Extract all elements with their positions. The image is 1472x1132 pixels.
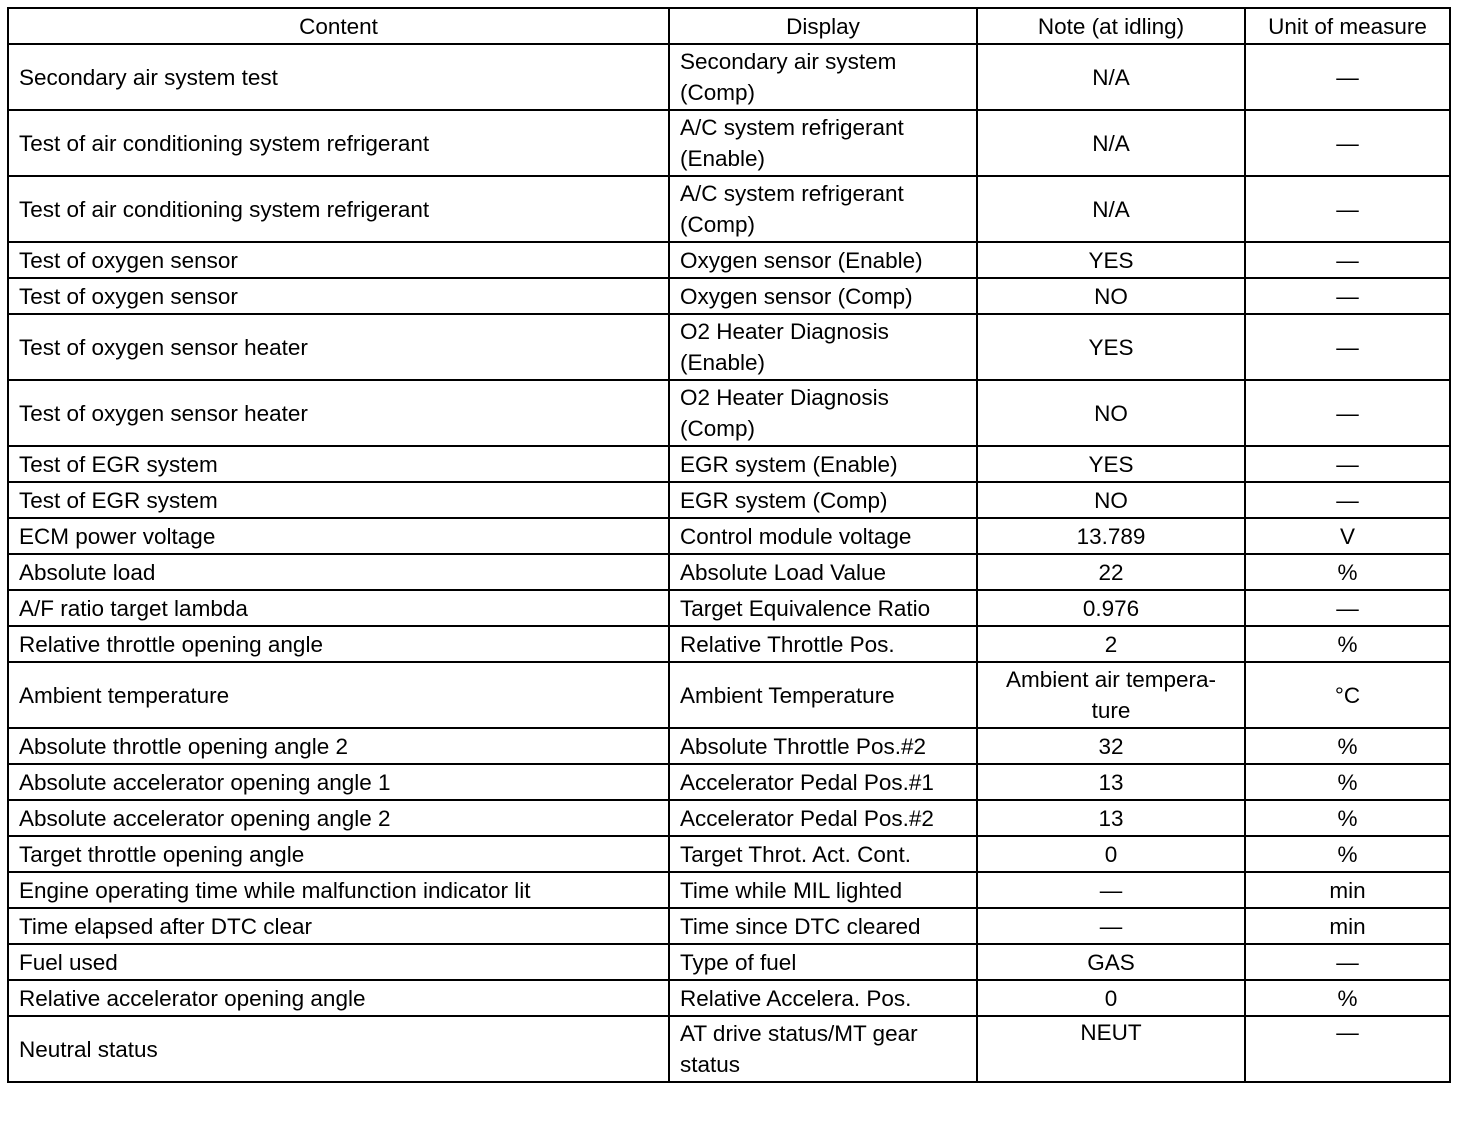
- table-row: [8, 908, 1450, 944]
- cell-unit: %: [1245, 728, 1450, 764]
- cell-content: Test of air conditioning system refrigerant: [8, 176, 669, 242]
- cell-note: 0: [977, 980, 1245, 1016]
- cell-content: Test of oxygen sensor: [8, 242, 669, 278]
- cell-display: Control module voltage: [669, 518, 977, 554]
- cell-display: Time while MIL lighted: [669, 872, 977, 908]
- cell-note: 32: [977, 728, 1245, 764]
- table-row: [8, 764, 1450, 800]
- cell-display: Relative Throttle Pos.: [669, 626, 977, 662]
- table-row: [8, 590, 1450, 626]
- table-row: [8, 44, 1450, 110]
- cell-note: GAS: [977, 944, 1245, 980]
- cell-content: Test of EGR system: [8, 446, 669, 482]
- cell-content: Ambient temperature: [8, 662, 669, 728]
- cell-unit: %: [1245, 554, 1450, 590]
- cell-note: N/A: [977, 44, 1245, 110]
- cell-note: N/A: [977, 176, 1245, 242]
- header-note: Note (at idling): [977, 8, 1245, 44]
- cell-display: Accelerator Pedal Pos.#2: [669, 800, 977, 836]
- table-row: [8, 872, 1450, 908]
- cell-note: 13: [977, 800, 1245, 836]
- cell-note: N/A: [977, 110, 1245, 176]
- cell-display: Type of fuel: [669, 944, 977, 980]
- cell-note: 0.976: [977, 590, 1245, 626]
- cell-note: NEUT: [977, 1016, 1245, 1082]
- table-row: [8, 242, 1450, 278]
- table-row: [8, 626, 1450, 662]
- cell-display: Time since DTC cleared: [669, 908, 977, 944]
- cell-unit: —: [1245, 446, 1450, 482]
- cell-note: NO: [977, 380, 1245, 446]
- cell-unit: —: [1245, 176, 1450, 242]
- cell-note: YES: [977, 314, 1245, 380]
- data-table: [7, 7, 1451, 1083]
- cell-content: Absolute throttle opening angle 2: [8, 728, 669, 764]
- cell-note: NO: [977, 278, 1245, 314]
- cell-display: A/C system refrigerant (Enable): [669, 110, 977, 176]
- cell-display: EGR system (Enable): [669, 446, 977, 482]
- cell-display: Relative Accelera. Pos.: [669, 980, 977, 1016]
- cell-unit: %: [1245, 800, 1450, 836]
- cell-note: —: [977, 908, 1245, 944]
- cell-note: 0: [977, 836, 1245, 872]
- cell-display: Ambient Temperature: [669, 662, 977, 728]
- cell-unit: —: [1245, 110, 1450, 176]
- header-unit: Unit of measure: [1245, 8, 1450, 44]
- cell-unit: %: [1245, 626, 1450, 662]
- cell-note: —: [977, 872, 1245, 908]
- cell-content: Engine operating time while malfunction indicator lit: [8, 872, 669, 908]
- table-row: [8, 554, 1450, 590]
- cell-unit: %: [1245, 980, 1450, 1016]
- cell-content: Fuel used: [8, 944, 669, 980]
- table-row: [8, 176, 1450, 242]
- cell-content: A/F ratio target lambda: [8, 590, 669, 626]
- table-row: [8, 728, 1450, 764]
- table-row: [8, 110, 1450, 176]
- cell-display: Target Equivalence Ratio: [669, 590, 977, 626]
- cell-unit: %: [1245, 764, 1450, 800]
- cell-content: Absolute accelerator opening angle 2: [8, 800, 669, 836]
- cell-content: Absolute accelerator opening angle 1: [8, 764, 669, 800]
- cell-unit: —: [1245, 242, 1450, 278]
- table-row: [8, 944, 1450, 980]
- cell-display: EGR system (Comp): [669, 482, 977, 518]
- table-row: [8, 836, 1450, 872]
- table-row: [8, 518, 1450, 554]
- cell-content: Relative throttle opening angle: [8, 626, 669, 662]
- cell-content: Secondary air system test: [8, 44, 669, 110]
- cell-content: Test of oxygen sensor heater: [8, 314, 669, 380]
- cell-content: Time elapsed after DTC clear: [8, 908, 669, 944]
- cell-note: YES: [977, 446, 1245, 482]
- table-row: [8, 446, 1450, 482]
- cell-display: Accelerator Pedal Pos.#1: [669, 764, 977, 800]
- table-row: [8, 380, 1450, 446]
- cell-unit: —: [1245, 944, 1450, 980]
- cell-note: Ambient air tempera-ture: [977, 662, 1245, 728]
- table-row: [8, 662, 1450, 728]
- table-row: [8, 314, 1450, 380]
- cell-content: Test of air conditioning system refrigerant: [8, 110, 669, 176]
- cell-display: Absolute Load Value: [669, 554, 977, 590]
- cell-display: O2 Heater Diagnosis (Comp): [669, 380, 977, 446]
- cell-content: Test of oxygen sensor: [8, 278, 669, 314]
- cell-unit: V: [1245, 518, 1450, 554]
- cell-unit: —: [1245, 278, 1450, 314]
- cell-display: Target Throt. Act. Cont.: [669, 836, 977, 872]
- cell-unit: —: [1245, 482, 1450, 518]
- table-row: [8, 482, 1450, 518]
- cell-unit: min: [1245, 872, 1450, 908]
- cell-unit: —: [1245, 380, 1450, 446]
- cell-content: Absolute load: [8, 554, 669, 590]
- cell-note: 22: [977, 554, 1245, 590]
- cell-display: Oxygen sensor (Enable): [669, 242, 977, 278]
- cell-display: A/C system refrigerant (Comp): [669, 176, 977, 242]
- cell-unit: °C: [1245, 662, 1450, 728]
- cell-unit: —: [1245, 590, 1450, 626]
- table-row: [8, 278, 1450, 314]
- cell-display: O2 Heater Diagnosis (Enable): [669, 314, 977, 380]
- cell-content: Test of oxygen sensor heater: [8, 380, 669, 446]
- cell-note: NO: [977, 482, 1245, 518]
- cell-content: Test of EGR system: [8, 482, 669, 518]
- header-content: Content: [8, 8, 669, 44]
- cell-content: Target throttle opening angle: [8, 836, 669, 872]
- cell-display: AT drive status/MT gear status: [669, 1016, 977, 1082]
- cell-note: YES: [977, 242, 1245, 278]
- cell-display: Secondary air system (Comp): [669, 44, 977, 110]
- cell-content: Relative accelerator opening angle: [8, 980, 669, 1016]
- header-row: [8, 8, 1450, 44]
- table-row: [8, 980, 1450, 1016]
- cell-unit: %: [1245, 836, 1450, 872]
- cell-unit: —: [1245, 44, 1450, 110]
- cell-content: ECM power voltage: [8, 518, 669, 554]
- cell-unit: —: [1245, 314, 1450, 380]
- cell-display: Oxygen sensor (Comp): [669, 278, 977, 314]
- cell-display: Absolute Throttle Pos.#2: [669, 728, 977, 764]
- header-display: Display: [669, 8, 977, 44]
- cell-content: Neutral status: [8, 1016, 669, 1082]
- table-row: [8, 800, 1450, 836]
- cell-note: 2: [977, 626, 1245, 662]
- table-row: [8, 1016, 1450, 1082]
- cell-note: 13.789: [977, 518, 1245, 554]
- cell-unit: —: [1245, 1016, 1450, 1082]
- cell-note: 13: [977, 764, 1245, 800]
- cell-unit: min: [1245, 908, 1450, 944]
